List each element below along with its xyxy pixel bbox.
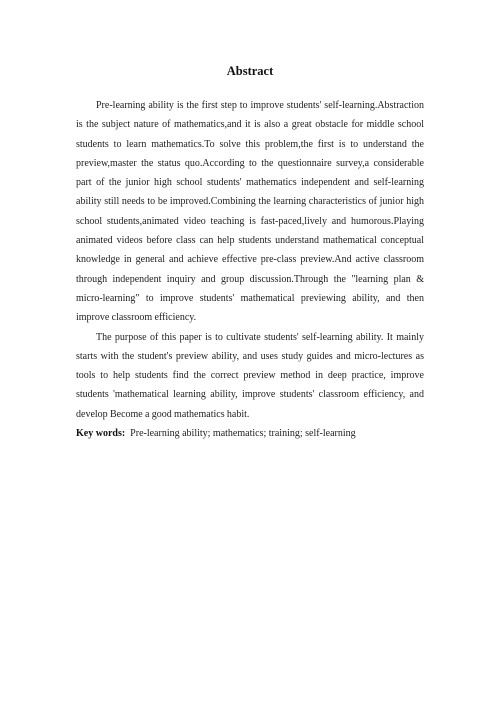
keywords-text: Pre-learning ability; mathematics; training; self-learning <box>130 428 356 440</box>
abstract-title: Abstract <box>226 64 274 78</box>
keywords-line <box>76 424 424 443</box>
abstract-paragraph-2: The purpose of this paper is to cultivate students' self-learning ability. It mainly starts with the student's preview ability, and uses study guides and micro-lectures as tools to help students find the correct preview method in deep practice, improve students 'mathematical learning ability, improve students' classroom efficiency, and develop Become a good mathematics habit. <box>76 331 424 420</box>
keywords-label: Key words: <box>76 428 126 440</box>
abstract-paragraph-1: Pre-learning ability is the first step to improve students' self-learning.Abstraction is the subject nature of mathematics,and it is also a great obstacle for middle school students to learn mathematics.To solve this problem,the first is to understand the preview,master the status quo.According to the questionnaire survey,a considerable part of the junior high school students' mathematics independent and self-learning ability still needs to be improved.Combining the learning characteristics of junior high school students,animated video teaching is fast-paced,lively and humorous.Playing animated videos before class can help students understand mathematical conceptual knowledge in general and achieve effective pre-class preview.And active classroom through independent inquiry and group discussion.Through the "learning plan & micro-learning" to improve students' mathematical previewing ability, and then improve classroom efficiency. <box>76 100 424 324</box>
abstract-body <box>76 96 424 443</box>
